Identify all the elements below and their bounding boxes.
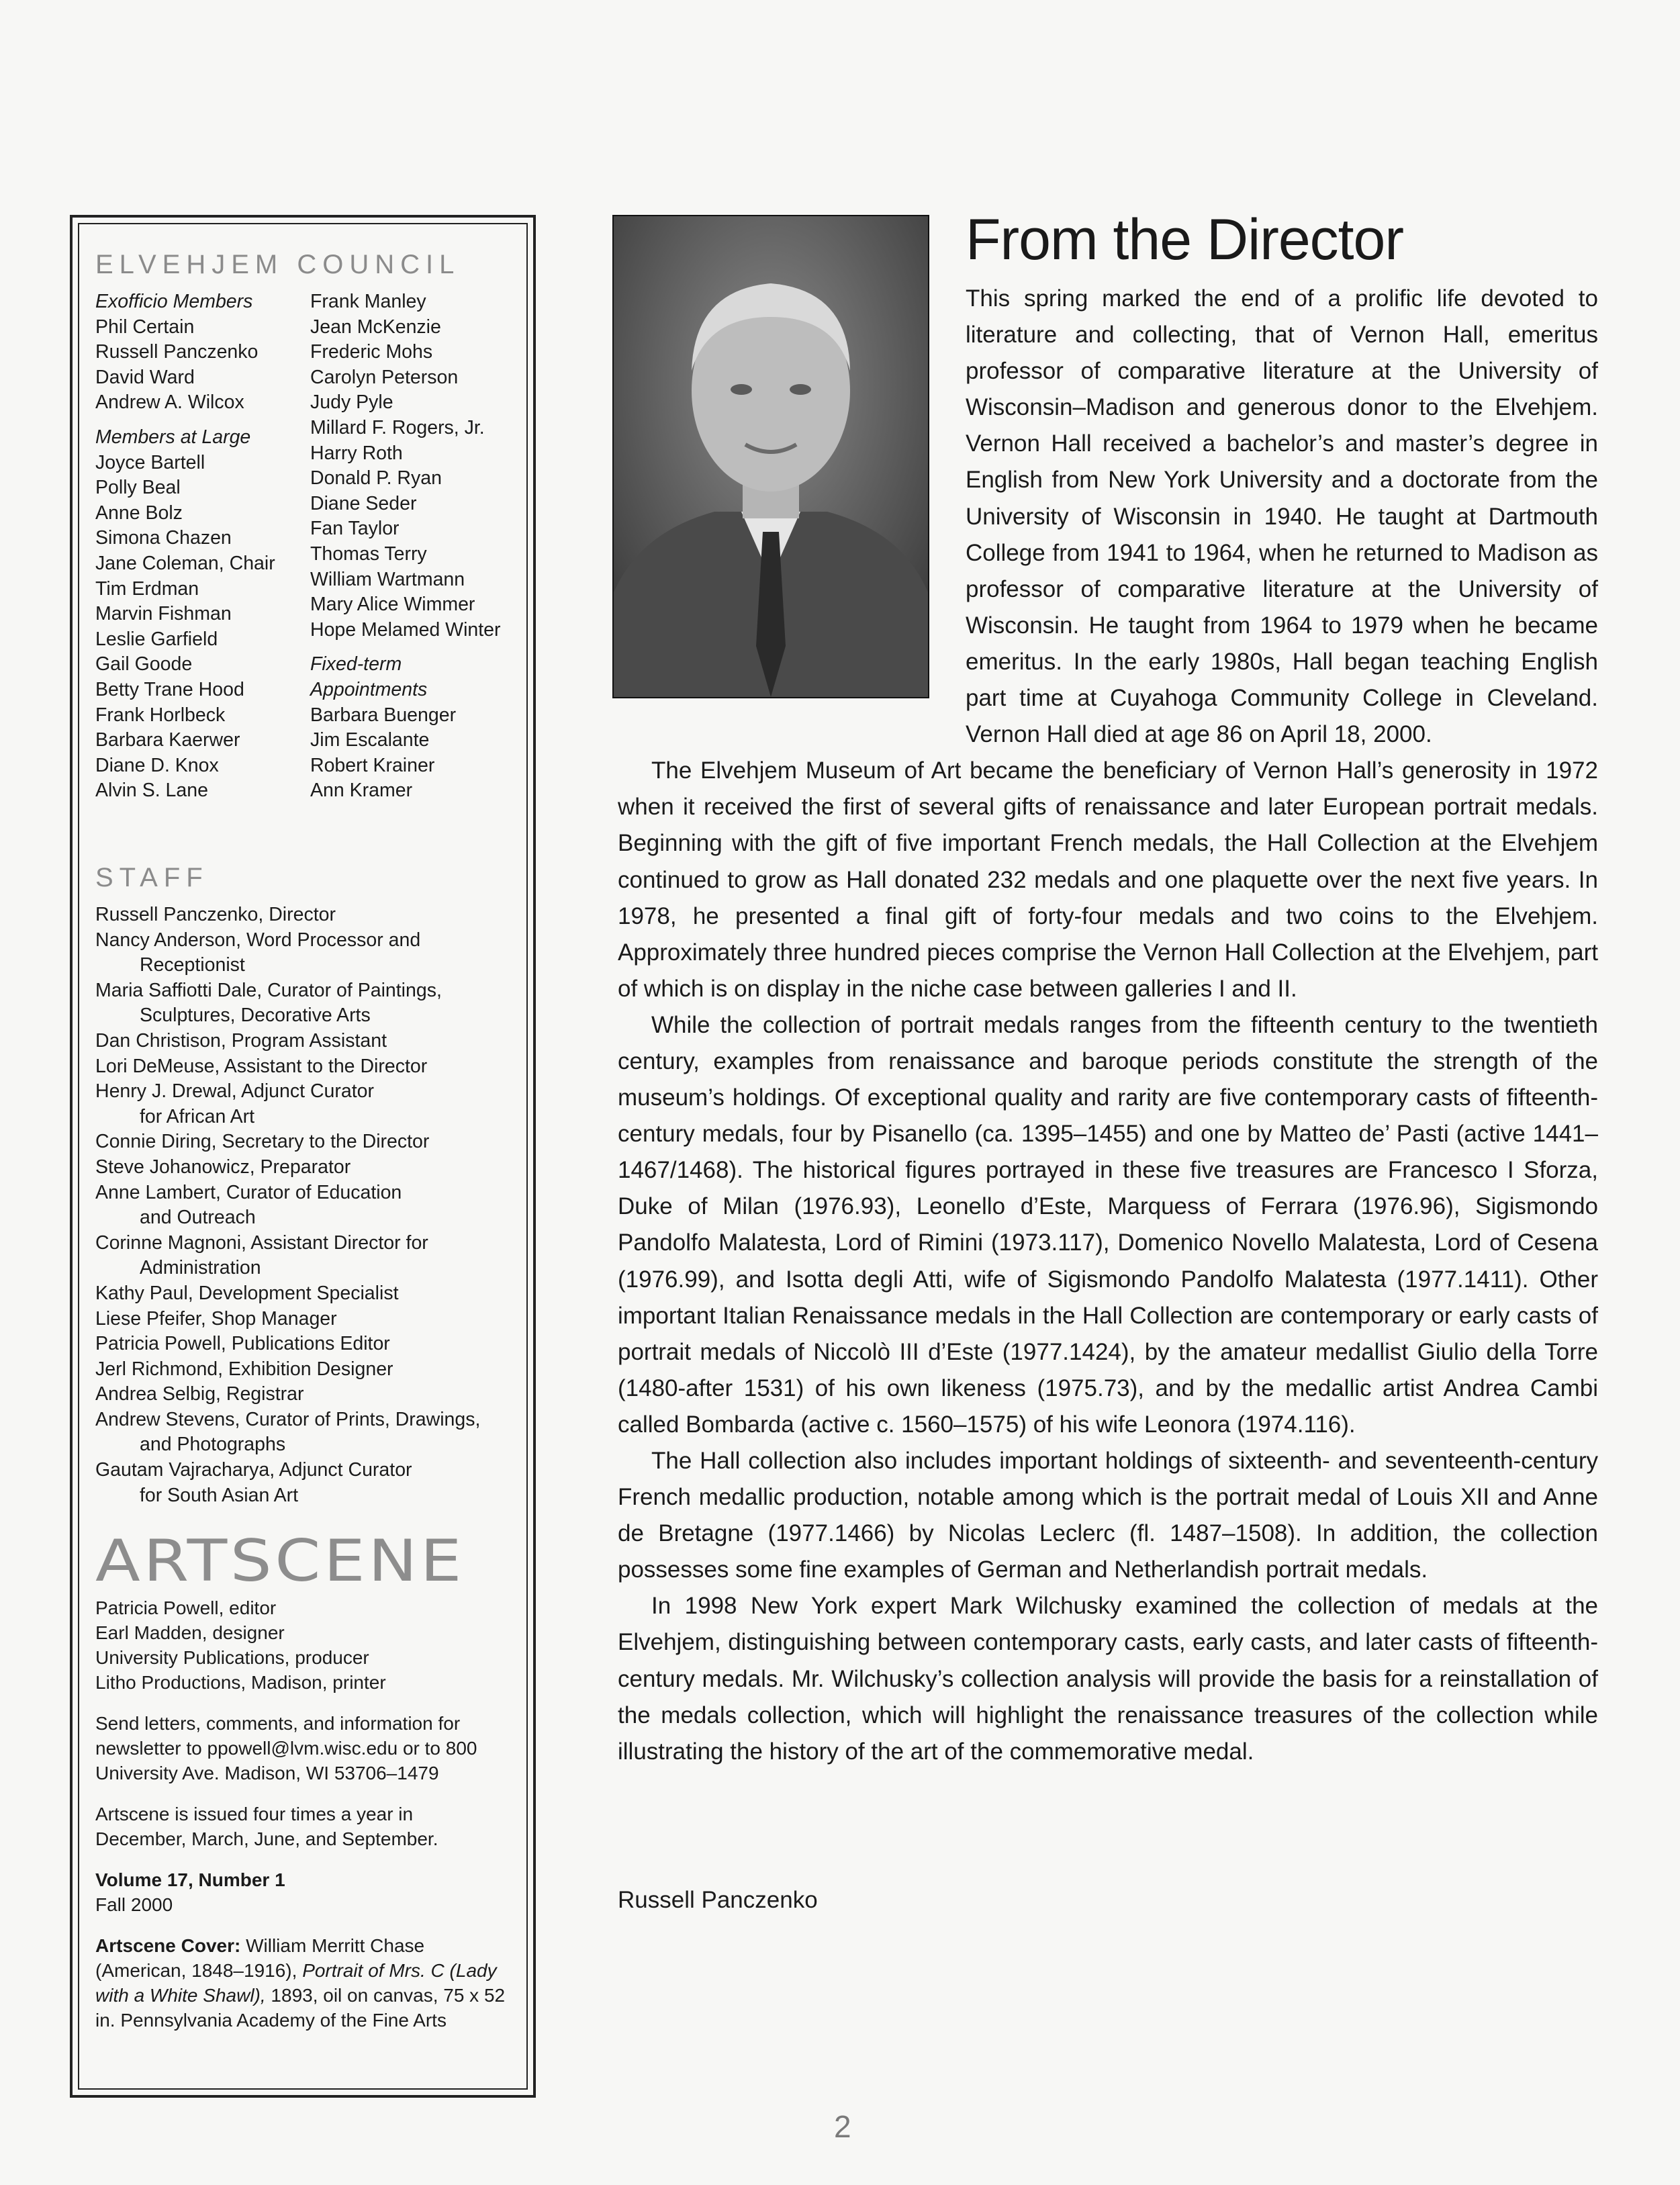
staff-line: Andrea Selbig, Registrar [95, 1383, 304, 1405]
council-member: Alvin S. Lane [95, 780, 208, 802]
volume-number: Volume 17, Number 1 [95, 1869, 285, 1891]
council-member: Leslie Garfield [95, 628, 218, 650]
council-title: ELVEHJEM COUNCIL [95, 250, 461, 279]
contact-line: Send letters, comments, and information for [95, 1713, 461, 1734]
page-number: 2 [834, 2109, 851, 2144]
council-member: Simona Chazen [95, 527, 232, 549]
council-member: Barbara Kaerwer [95, 729, 240, 751]
council-member: William Wartmann [310, 568, 465, 590]
council-member: Harry Roth [310, 442, 403, 464]
credit-line: Litho Productions, Madison, printer [95, 1672, 386, 1693]
article-title: From the Director [966, 207, 1404, 272]
staff-title: STAFF [95, 863, 209, 892]
article-body [618, 281, 1598, 1770]
council-member: Russell Panczenko [95, 341, 259, 363]
council-member: Diane Seder [310, 492, 417, 514]
contact-line: newsletter to ppowell@lvm.wisc.edu or to 800 [95, 1738, 477, 1759]
staff-line: Nancy Anderson, Word Processor and [95, 929, 421, 951]
appointments-heading: Appointments [310, 678, 428, 700]
council-member: Judy Pyle [310, 391, 393, 414]
council-member: Diane D. Knox [95, 754, 219, 776]
cover-credit [95, 1933, 513, 2033]
council-member: Hope Melamed Winter [310, 618, 501, 641]
staff-line: Receptionist [140, 954, 245, 976]
council-list [95, 289, 513, 847]
staff-line: for South Asian Art [140, 1484, 299, 1506]
staff-line: Russell Panczenko, Director [95, 904, 336, 925]
contact-info [95, 1711, 513, 1785]
council-member: Thomas Terry [310, 543, 427, 565]
credit-line: University Publications, producer [95, 1647, 369, 1669]
council-member: Marvin Fishman [95, 603, 232, 625]
council-member: Fan Taylor [310, 518, 400, 540]
council-column-1 [95, 289, 310, 804]
council-member: Barbara Buenger [310, 704, 457, 726]
cover-title: Portrait of Mrs. C (Lady with a White Shawl), [95, 1960, 497, 2006]
article-paragraph: In 1998 New York expert Mark Wilchusky examined the collection of medals at the Elvehjem, distinguishing between contemporary casts, early casts, and later casts of fifteenth-century medals. Mr. Wilchusky’s collection analysis will provide the basis for a reinstallation of the medals collection, which will highlight the renaissance treasures of the collection while illustrating the history of the art of the commemorative medal. [618, 1593, 1598, 1765]
staff-line: and Photographs [140, 1434, 286, 1456]
cover-label: Artscene Cover: [95, 1935, 241, 1957]
article-signature: Russell Panczenko [618, 1887, 818, 1913]
credits [95, 1595, 513, 1695]
schedule-line: December, March, June, and September. [95, 1828, 438, 1850]
council-member: Tim Erdman [95, 577, 199, 600]
council-member: Betty Trane Hood [95, 678, 244, 700]
staff-line: Corinne Magnoni, Assistant Director for [95, 1231, 428, 1254]
staff-line: Gautam Vajracharya, Adjunct Curator [95, 1459, 412, 1481]
council-member: David Ward [95, 366, 195, 388]
council-member: Frank Manley [310, 291, 426, 312]
staff-line: Andrew Stevens, Curator of Prints, Drawings, [95, 1408, 481, 1430]
council-member: Jim Escalante [310, 729, 430, 751]
council-member: Ann Kramer [310, 780, 413, 802]
artscene-wordmark [95, 1535, 471, 1589]
schedule-line: Artscene is issued four times a year in [95, 1804, 414, 1825]
exofficio-heading: Exofficio Members [95, 291, 253, 312]
council-member: Joyce Bartell [95, 451, 205, 473]
council-member: Phil Certain [95, 316, 195, 338]
article-paragraph: This spring marked the end of a prolific life devoted to literature and collecting, that of Vernon Hall, emeritus professor of comparative literature at the University of Wisconsin–Madison and generous donor to the Elvehjem. Vernon Hall received a bachelor’s and master’s degree in English from New York University and a doctorate from the University of Wisconsin in 1940. He taught at Dartmouth College from 1941 to 1964, when he returned to Madison as professor of comparative literature at the University of Wisconsin. He taught from 1964 to 1979 when he became emeritus. In the early 1980s, Hall began teaching English part time at Cuyahoga Community College in Cleveland. Vernon Hall died at age 86 on April 18, 2000. [966, 285, 1598, 748]
council-member: Polly Beal [95, 477, 181, 499]
council-column-2 [310, 289, 532, 804]
cover-artist: William Merritt Chase [240, 1935, 425, 1957]
article-paragraph: While the collection of portrait medals ranges from the fifteenth century to the twentieth century, examples from renaissance and baroque periods constitute the strength of the museum’s holdings. Of exceptional quality and rarity are five contemporary casts of fifteenth-century medals, four by Pisanello (ca. 1395–1455) and one by Matteo de’ Pasti (active 1441–1467/1468). The historical figures portrayed in these five treasures are Francesco I Sforza, Duke of Milan (1976.93), Leonello d’Este, Marquess of Ferrara (1976.96), Sigismondo Pandolfo Malatesta, Lord of Rimini (1973.117), Domenico Novello Malatesta, Lord of Cesena (1976.99), and Isotta degli Atti, wife of Sigismondo Pandolfo Malatesta (1977.1411). Other important Italian Renaissance medals in the Hall Collection are contemporary or early casts of portrait medals of Niccolò III d’Este (1977.1424), by the amateur medallist Giulio della Torre (1480-after 1531) of his own likeness (1975.73), and by the medallic artist Andrea Cambi called Bombarda (active c. 1560–1575) of his wife Leonora (1974.116). [618, 1011, 1598, 1438]
staff-line: Dan Christison, Program Assistant [95, 1029, 387, 1052]
staff-line: Connie Diring, Secretary to the Director [95, 1131, 430, 1153]
council-member: Frederic Mohs [310, 341, 433, 363]
staff-line: Henry J. Drewal, Adjunct Curator [95, 1080, 374, 1103]
credit-line: Earl Madden, designer [95, 1622, 285, 1644]
staff-line: Kathy Paul, Development Specialist [95, 1282, 399, 1304]
council-member: Donald P. Ryan [310, 467, 442, 490]
cover-dates: (American, 1848–1916), [95, 1960, 303, 1982]
council-member: Anne Bolz [95, 502, 183, 524]
staff-line: Lori DeMeuse, Assistant to the Director [95, 1055, 428, 1077]
council-member: Robert Krainer [310, 754, 435, 776]
volume-info [95, 1867, 513, 1917]
article-paragraph: The Elvehjem Museum of Art became the beneficiary of Vernon Hall’s generosity in 1972 when it received the first of several gifts of renaissance and later European portrait medals. Beginning with the gift of five important French medals, the Hall Collection at the Elvehjem continued to grow as Hall donated 232 medals and one plaquette over the next five years. In 1978, he presented a final gift of forty-four medals and two coins to the Elvehjem. Approximately three hundred pieces comprise the Vernon Hall Collection at the Elvehjem, part of which is on display in the niche case between galleries I and II. [618, 757, 1598, 1002]
council-member: Andrew A. Wilcox [95, 391, 244, 414]
staff-list [95, 902, 513, 1508]
staff-line: Anne Lambert, Curator of Education [95, 1181, 402, 1203]
staff-line: and Outreach [140, 1207, 256, 1229]
council-member: Mary Alice Wimmer [310, 594, 475, 616]
staff-line: Steve Johanowicz, Preparator [95, 1156, 351, 1178]
contact-line: University Ave. Madison, WI 53706–1479 [95, 1763, 439, 1784]
staff-line: Jerl Richmond, Exhibition Designer [95, 1358, 393, 1380]
sidebar-box [70, 215, 536, 2098]
council-member: Gail Goode [95, 653, 193, 676]
staff-line: Liese Pfeifer, Shop Manager [95, 1307, 337, 1330]
members-at-large-heading: Members at Large [95, 426, 251, 448]
cover-details: 1893, oil on canvas, 75 x 52 in. Pennsylvania Academy of the Fine Arts [95, 1985, 506, 2031]
staff-line: Maria Saffiotti Dale, Curator of Paintings, [95, 979, 442, 1001]
staff-line: Administration [140, 1257, 261, 1279]
council-member: Jane Coleman, Chair [95, 552, 275, 574]
staff-line: for African Art [140, 1105, 255, 1127]
council-member: Frank Horlbeck [95, 704, 226, 726]
fixed-term-heading: Fixed-term [310, 653, 402, 676]
staff-line: Sculptures, Decorative Arts [140, 1005, 371, 1027]
staff-line: Patricia Powell, Publications Editor [95, 1333, 390, 1355]
artscene-logo [95, 1535, 513, 1589]
svg-text:ARTSCENE: ARTSCENE [95, 1535, 465, 1589]
issue-schedule [95, 1802, 513, 1851]
credit-line: Patricia Powell, editor [95, 1597, 277, 1619]
council-member: Millard F. Rogers, Jr. [310, 416, 485, 438]
issue-season: Fall 2000 [95, 1894, 173, 1916]
council-member: Carolyn Peterson [310, 366, 459, 388]
article-paragraph: The Hall collection also includes important holdings of sixteenth- and seventeenth-century French medallic production, notable among which is the portrait medal of Louis XII and Anne de Bretagne (1977.1466) by Nicolas Leclerc (fl. 1487–1508). In addition, the collection possesses some fine examples of German and Netherlandish portrait medals. [618, 1448, 1598, 1583]
council-member: Jean McKenzie [310, 316, 441, 338]
